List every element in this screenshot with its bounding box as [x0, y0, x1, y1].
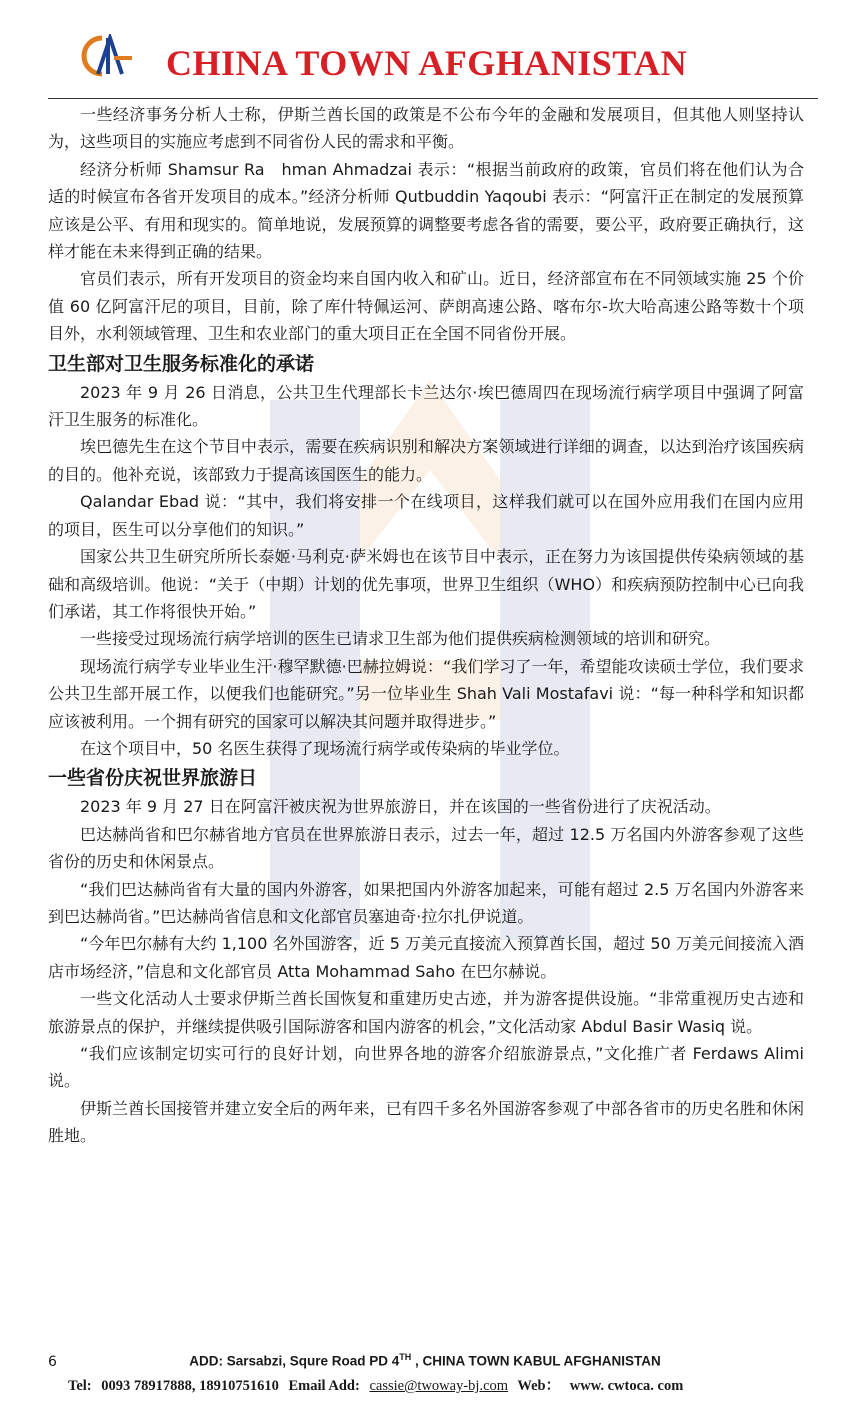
- section-heading: 卫生部对卫生服务标准化的承诺: [48, 352, 315, 375]
- tel-value: 0093 78917888, 18910751610: [101, 1378, 279, 1394]
- page-number: 6: [48, 1354, 57, 1370]
- paragraph: “我们巴达赫尚省有大量的国内外游客，如果把国内外游客加起来，可能有超过 2.5 万名国内外游客来到巴达赫尚省。”巴达赫尚省信息和文化部官员塞迪奇·拉尔扎伊说道。: [48, 879, 804, 926]
- email-link[interactable]: cassie@twoway-bj.com: [369, 1378, 509, 1394]
- paragraph: 在这个项目中，50 名医生获得了现场流行病学或传染病的毕业学位。: [80, 738, 570, 758]
- paragraph: 现场流行病学专业毕业生汗·穆罕默德·巴赫拉姆说：“我们学习了一年，希望能攻读硕士学位，我们要求公共卫生部开展工作，以便我们也能研究。”另一位毕业生 Shah Vali Mostafavi 说：“每一种科学和知识都应该被利用。一个拥有研究的国家可以解决其问题并取得进步。”: [48, 656, 804, 731]
- email-label: Email Add:: [288, 1378, 360, 1394]
- address-text: ADD: Sarsabzi, Squre Road PD 4: [189, 1353, 400, 1369]
- paragraph: “今年巴尔赫有大约 1,100 名外国游客，近 5 万美元直接流入预算酋长国，超过 50 万美元间接流入酒店市场经济，”信息和文化部官员 Atta Mohammad Saho 在巴尔赫说。: [48, 934, 804, 981]
- header-divider: [48, 98, 818, 99]
- article-body: [48, 101, 804, 1150]
- cta-logo-icon: [80, 34, 138, 78]
- paragraph: 一些文化活动人士要求伊斯兰酋长国恢复和重建历史古迹，并为游客提供设施。“非常重视历史古迹和旅游景点的保护，并继续提供吸引国际游客和国内游客的机会，”文化活动家 Abdul Basir Wasiq 说。: [48, 989, 804, 1036]
- paragraph: Qalandar Ebad 说：“其中，我们将安排一个在线项目，这样我们就可以在国外应用我们在国内应用的项目，医生可以分享他们的知识。”: [48, 492, 804, 539]
- tel-label: Tel:: [68, 1378, 92, 1394]
- section-heading: 一些省份庆祝世界旅游日: [48, 767, 258, 790]
- paragraph: 埃巴德先生在这个节目中表示，需要在疾病识别和解决方案领域进行详细的调查，以达到治疗该国疾病的目的。他补充说，该部致力于提高该国医生的能力。: [48, 437, 804, 484]
- paragraph: 官员们表示，所有开发项目的资金均来自国内收入和矿山。近日，经济部宣布在不同领域实施 25 个价值 60 亿阿富汗尼的项目，目前，除了库什特佩运河、萨朗高速公路、喀布尔-坎大哈高速公路等数十个项目外，水利领域管理、卫生和农业部门的重大项目正在全国不同省份开展。: [48, 269, 804, 344]
- page-header: [0, 0, 864, 100]
- paragraph: 一些经济事务分析人士称，伊斯兰酋长国的政策是不公布今年的金融和发展项目，但其他人则坚持认为，这些项目的实施应考虑到不同省份人民的需求和平衡。: [48, 105, 804, 152]
- paragraph: 2023 年 9 月 27 日在阿富汗被庆祝为世界旅游日，并在该国的一些省份进行了庆祝活动。: [80, 797, 721, 817]
- footer-address: [0, 1352, 850, 1369]
- paragraph: 经济分析师 Shamsur Ra hman Ahmadzai 表示：“根据当前政府的政策，官员们将在他们认为合适的时候宣布各省开发项目的成本。”经济分析师 Qutbuddin Yaqoubi 表示：“阿富汗正在制定的发展预算应该是公平、有用和现实的。简单地说，发展预算的调整要考虑各省的需要，要公平，政府要正确执行，这样才能在未来得到正确的结果。: [48, 159, 804, 262]
- web-label: Web：: [517, 1378, 561, 1394]
- paragraph: 一些接受过现场流行病学培训的医生已请求卫生部为他们提供疾病检测领域的培训和研究。: [80, 629, 721, 649]
- web-value: www. cwtoca. com: [569, 1378, 684, 1394]
- paragraph: 巴达赫尚省和巴尔赫省地方官员在世界旅游日表示，过去一年，超过 12.5 万名国内外游客参观了这些省份的历史和休闲景点。: [48, 824, 804, 872]
- paragraph: 2023 年 9 月 26 日消息，公共卫生代理部长卡兰达尔·埃巴德周四在现场流行病学项目中强调了阿富汗卫生服务的标准化。: [48, 382, 804, 430]
- address-text-end: , CHINA TOWN KABUL AFGHANISTAN: [411, 1353, 661, 1369]
- footer-contact: [68, 1374, 689, 1395]
- address-superscript: TH: [399, 1352, 412, 1362]
- paragraph: 国家公共卫生研究所所长泰姬·马利克·萨米姆也在该节目中表示，正在努力为该国提供传染病领域的基础和高级培训。他说：“关于（中期）计划的优先事项，世界卫生组织（WHO）和疾病预防控制中心已向我们承诺，其工作将很快开始。”: [48, 547, 804, 621]
- brand-title: CHINA TOWN AFGHANISTAN: [166, 43, 688, 83]
- paragraph: “我们应该制定切实可行的良好计划，向世界各地的游客介绍旅游景点，”文化推广者 Ferdaws Alimi 说。: [48, 1044, 804, 1091]
- paragraph: 伊斯兰酋长国接管并建立安全后的两年来，已有四千多名外国游客参观了中部各省市的历史名胜和休闲胜地。: [48, 1098, 804, 1146]
